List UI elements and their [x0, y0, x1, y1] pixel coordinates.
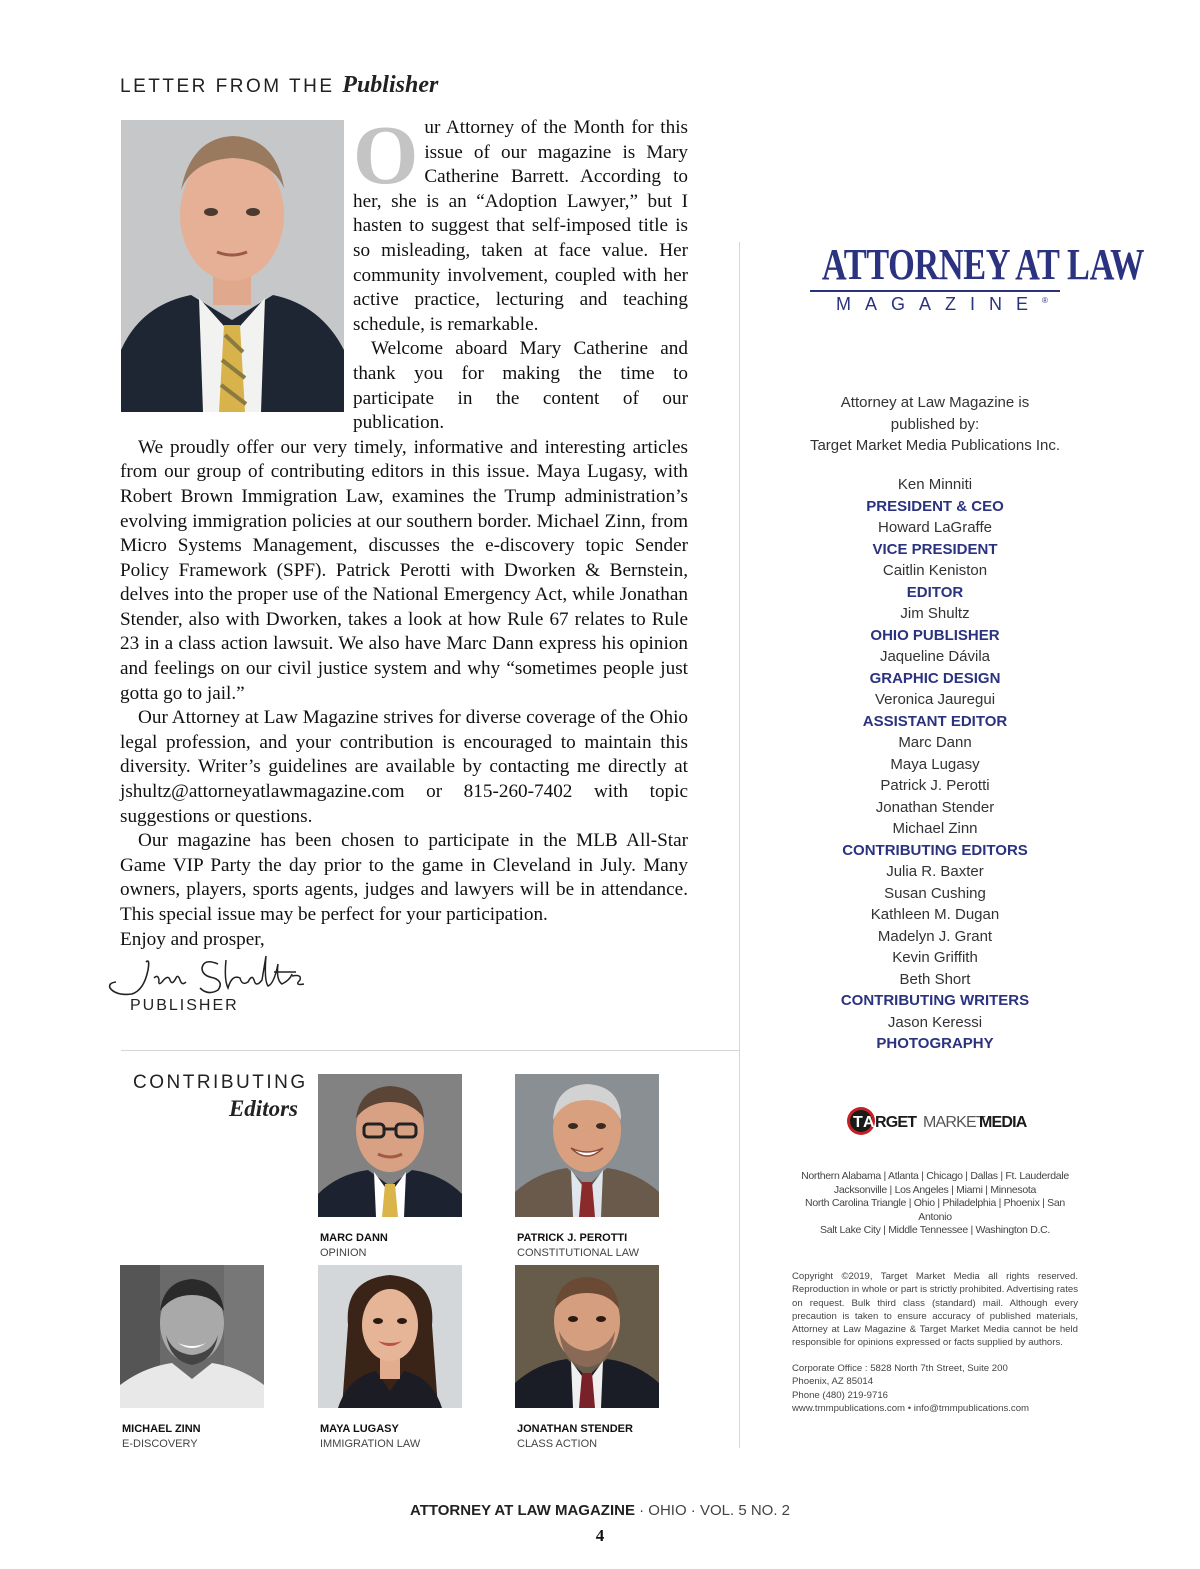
published-by: Attorney at Law Magazine is published by: Target Market Media Publications Inc.	[809, 394, 1061, 454]
editor-role: CONSTITUTIONAL LAW	[517, 1247, 640, 1259]
svg-text:MEDIA: MEDIA	[979, 1114, 1027, 1131]
copyright-notice: Copyright ©2019, Target Market Media all rights reserved. Reproduction in whole or part is strictly prohibited. Advertising rates on request. Bulk third class (standard) mail. Although every precaution is taken to ensure accuracy of published materials, Attorney at Law Magazine & Target Market Media cannot be held responsible for opinions expressed or facts supplied by authors.	[792, 1271, 1078, 1349]
header-italic: Publisher	[342, 72, 439, 98]
editor-name: MICHAEL ZINN	[122, 1423, 201, 1435]
headshot-maya-lugasy	[318, 1265, 462, 1408]
editor-name: JONATHAN STENDER	[517, 1423, 633, 1435]
letter-paragraph-2: Welcome aboard Mary Catherine and thank you for making the time to participate in the content of our publication.	[353, 338, 688, 434]
svg-text:MARKET: MARKET	[923, 1114, 985, 1131]
contributing-heading: CONTRIBUTING	[133, 1072, 308, 1093]
footer-publication: ATTORNEY AT LAW MAGAZINE	[409, 1502, 635, 1519]
staff-name: Caitlin Keniston	[882, 562, 988, 579]
staff-name: Ken Minniti	[897, 476, 973, 493]
staff-role: OHIO PUBLISHER	[870, 626, 1000, 644]
staff-listing	[790, 474, 1080, 1055]
signer-title: PUBLISHER	[130, 997, 239, 1014]
letter-paragraph-3: We proudly offer our very timely, informative and interesting articles from our group of contributing editors in this issue. Maya Lugasy, with Robert Brown Immigration Law, examines the Trump administration’s evolving immigration policies at our southern border. Michael Zinn, from Micro Systems Management, discusses the e-discovery topic Sender Policy Framework (SPF). Patrick Perotti with Dworken & Bernstein, delves into the proper use of the National Emergency Act, while Jonathan Stender, also with Dworken, takes a look at how Rule 67 relates to Rule 23 in a class action lawsuit. We also have Marc Dann express his opinion and feelings on our civil justice system and why “sometimes people just gotta go to jail.”	[120, 436, 688, 704]
letter-paragraph-1: Our Attorney of the Month for this issue of our magazine is Mary Catherine Barrett. According to her, she is an “Adoption Lawyer,” but I hasten to suggest that self-imposed title is so misleading, taken at face value. Her community involvement, coupled with her active practice, lecturing and teaching schedule, is remarkable.	[353, 109, 688, 335]
contributing-subheading: Editors	[228, 1096, 298, 1121]
logo-rule	[810, 290, 1060, 292]
column-divider	[739, 242, 740, 1448]
staff-name: Marc Dann	[898, 734, 972, 751]
staff-name: Julia R. Baxter	[886, 863, 984, 880]
headshot-marc-dann	[318, 1074, 462, 1217]
staff-name: Michael Zinn	[892, 820, 978, 837]
corporate-office: Corporate Office : 5828 North 7th Street, Suite 200 Phoenix, AZ 85014 Phone (480) 219-9716 www.tmmpublications.com • info@tmmpublications.com	[792, 1363, 1030, 1414]
staff-name: Jim Shultz	[900, 605, 970, 622]
letter-paragraph-5: Our magazine has been chosen to participate in the MLB All-Star Game VIP Party the day prior to the game in Cleveland in July. Many owners, players, sports agents, judges and lawyers will be in attendance. This special issue may be perfect for your participation.	[120, 830, 688, 925]
section-header	[120, 72, 438, 99]
page-footer	[0, 1502, 1200, 1519]
staff-name: Howard LaGraffe	[878, 519, 992, 536]
section-divider	[121, 1050, 739, 1051]
editor-name: MARC DANN	[320, 1232, 388, 1244]
staff-name: Jaqueline Dávila	[879, 648, 991, 665]
staff-name: Kevin Griffith	[892, 949, 978, 966]
staff-name: Maya Lugasy	[890, 755, 980, 773]
headshot-jonathan-stender	[515, 1265, 659, 1408]
editor-role: IMMIGRATION LAW	[320, 1438, 421, 1450]
staff-name: Madelyn J. Grant	[877, 927, 993, 945]
staff-name: Veronica Jauregui	[874, 691, 996, 708]
logo-top-text: ATTORNEY AT LAW	[821, 240, 1145, 289]
publisher-letter	[120, 109, 688, 952]
staff-name: Kathleen M. Dugan	[870, 906, 1000, 923]
staff-name: Jonathan Stender	[875, 798, 995, 816]
city-list: Northern Alabama | Atlanta | Chicago | Dallas | Ft. Lauderdale Jacksonville | Los Angeles | Miami | Minnesota North Carolina Triangle | Ohio | Philadelphia | Phoenix | San Antonio Salt Lake City | Middle Tennessee | Washington D.C.	[801, 1170, 1069, 1236]
headshot-patrick-perotti	[515, 1074, 659, 1217]
staff-role: PRESIDENT & CEO	[866, 497, 1004, 515]
staff-role: CONTRIBUTING EDITORS	[842, 841, 1028, 859]
staff-name: Susan Cushing	[884, 884, 986, 902]
staff-name: Beth Short	[899, 970, 971, 988]
editor-name: PATRICK J. PEROTTI	[517, 1232, 628, 1244]
letter-closing: Enjoy and prosper,	[120, 928, 265, 950]
drop-cap: O	[353, 109, 419, 202]
staff-role: VICE PRESIDENT	[872, 540, 998, 558]
editor-role: OPINION	[320, 1247, 367, 1259]
target-market-media-logo	[845, 1105, 1045, 1137]
svg-text:A: A	[863, 1114, 875, 1131]
letter-paragraph-4: Our Attorney at Law Magazine strives for diverse coverage of the Ohio legal profession, and your contribution is encouraged to maintain this diversity. Writer’s guidelines are available by contacting me directly at jshultz@attorneyatlawmagazine.com or 815-260-7402 with topic suggestions or questions.	[120, 707, 688, 827]
logo-bottom-text: MAGAZINE®	[836, 294, 1048, 314]
staff-role: ASSISTANT EDITOR	[862, 712, 1008, 730]
staff-role: EDITOR	[906, 583, 964, 601]
editor-role: CLASS ACTION	[517, 1438, 598, 1450]
editor-name: MAYA LUGASY	[320, 1423, 399, 1435]
page-number: 4	[595, 1526, 605, 1545]
headshot-michael-zinn	[120, 1265, 264, 1408]
svg-text:T: T	[853, 1114, 863, 1131]
magazine-logo	[790, 240, 1145, 315]
footer-issue: · OHIO · VOL. 5 NO. 2	[634, 1502, 791, 1519]
svg-text:RGET: RGET	[875, 1114, 917, 1131]
editor-role: E-DISCOVERY	[122, 1438, 198, 1450]
staff-name: Patrick J. Perotti	[880, 777, 990, 794]
header-prefix: LETTER FROM THE	[120, 76, 343, 97]
staff-role: PHOTOGRAPHY	[876, 1035, 994, 1052]
staff-role: GRAPHIC DESIGN	[869, 669, 1001, 687]
staff-role: CONTRIBUTING WRITERS	[840, 992, 1030, 1009]
staff-name: Jason Keressi	[887, 1013, 983, 1031]
